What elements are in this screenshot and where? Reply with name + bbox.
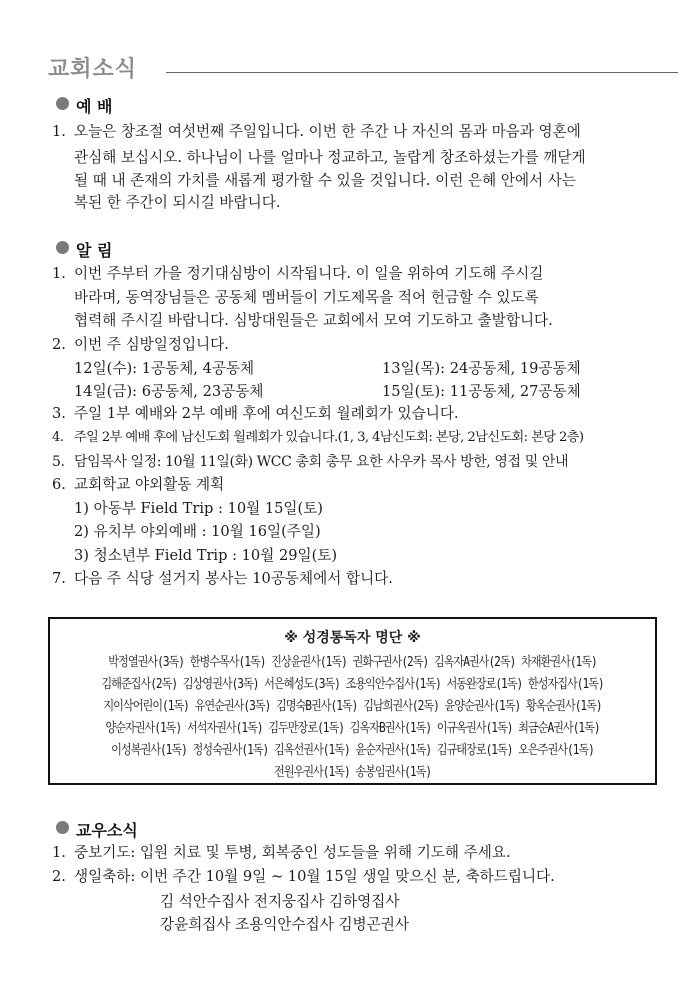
bible-readers-line: 지이삭어린이(1독) 유연순권사(3독) 김명숙B권사(1독) 김남희권사(2독) 윤양순권사(1독) 황옥순권사(1독) (103, 699, 602, 714)
section-notices-heading (56, 238, 112, 262)
schedule-left: 12일(수): 1공동체, 4공동체 (74, 360, 255, 377)
section-title: 교우소식 (76, 821, 138, 840)
notice-item-1-line: 협력해 주시길 바랍니다. 심방대원들은 교회에서 모여 기도하고 출발합니다. (74, 312, 553, 329)
header-divider (166, 72, 678, 73)
page-header (48, 52, 678, 86)
notice-item-4: 4. 주일 2부 예배 후에 남신도회 월례회가 있습니다.(1, 3, 4남신도회: 본당, 2남신도회: 본당 2층) (52, 430, 584, 445)
bible-readers-line: 이성복권사(1독) 정성숙권사(1독) 김옥선권사(1독) 윤순자권사(1독) 김규태장로(1독) 오은주권사(1독) (111, 743, 594, 758)
bullet-icon (56, 821, 69, 834)
notice-item-5: 5. 담임목사 일정: 10월 11일(화) WCC 총회 총무 요한 사우카 목사 방한, 영접 및 안내 (52, 454, 569, 470)
section-worship-heading (56, 94, 112, 118)
bible-readers-box (48, 617, 657, 785)
notice-item-6-sub: 1) 아동부 Field Trip : 10월 15일(토) (74, 500, 324, 517)
section-members-heading (56, 818, 138, 842)
schedule-left: 14일(금): 6공동체, 23공동체 (74, 383, 264, 400)
notice-item-2: 2. 이번 주 심방일정입니다. (52, 336, 229, 353)
member-item-1: 1. 중보기도: 입원 치료 및 투병, 회복중인 성도들을 위해 기도해 주세요. (52, 844, 511, 861)
worship-item-1-line: 복된 한 주간이 되시길 바랍니다. (74, 194, 281, 211)
bullet-icon (56, 241, 69, 254)
page-title: 교회소식 (48, 57, 138, 82)
bible-readers-title: ※ 성경통독자 명단 ※ (284, 630, 421, 646)
bible-readers-line: 박정열권사(3독) 한병수목사(1독) 진상윤권사(1독) 권화구권사(2독) 김옥자A권사(2독) 차재환권사(1독) (108, 655, 597, 670)
notice-item-6-sub: 3) 청소년부 Field Trip : 10월 29일(토) (74, 547, 338, 564)
notice-item-1-line: 바라며, 동역장님들은 공동체 멤버들이 기도제목을 적어 헌금할 수 있도록 (74, 289, 539, 306)
notice-item-7: 7. 다음 주 식당 설거지 봉사는 10공동체에서 합니다. (52, 570, 393, 587)
worship-item-1-line: 관심해 보십시오. 하나님이 나를 얼마나 정교하고, 놀랍게 창조하셨는가를 깨닫게 (74, 149, 586, 166)
bible-readers-line: 양순자권사(1독) 서석자권사(1독) 김두만장로(1독) 김옥자B권사(1독) 이규옥권사(1독) 최금순A권사(1독) (105, 721, 600, 736)
birthday-names: 김 석안수집사 전지웅집사 김하영집사 (160, 893, 400, 910)
section-title: 알 림 (76, 241, 113, 260)
notice-item-1: 1. 이번 주부터 가을 정기대심방이 시작됩니다. 이 일을 위하여 기도해 주시길 (52, 265, 544, 282)
notice-item-6-sub: 2) 유치부 야외예배 : 10월 16일(주일) (74, 523, 321, 540)
bullet-icon (56, 97, 69, 110)
notice-item-6: 6. 교회학교 야외활동 계획 (52, 476, 225, 493)
worship-item-1-line: 될 때 내 존재의 가치를 새롭게 평가할 수 있을 것입니다. 이런 은혜 안에서 사는 (74, 172, 576, 189)
schedule-right: 15일(토): 11공동체, 27공동체 (382, 383, 581, 400)
bible-readers-line: 김해준집사(2독) 김상영권사(3독) 서은혜성도(3독) 조용익안수집사(1독) 서동완장로(1독) 한성자집사(1독) (101, 677, 604, 692)
notice-item-3: 3. 주일 1부 예배와 2부 예배 후에 여신도회 월례회가 있습니다. (52, 405, 459, 422)
bible-readers-line: 전원우권사(1독) 송봉임권사(1독) (273, 765, 432, 780)
member-item-2: 2. 생일축하: 이번 주간 10월 9일 ~ 10월 15일 생일 맞으신 분, 축하드립니다. (52, 868, 555, 885)
section-title: 예 배 (76, 97, 113, 116)
worship-item-1: 1. 오늘은 창조절 여섯번째 주일입니다. 이번 한 주간 나 자신의 몸과 마음과 영혼에 (52, 123, 581, 140)
birthday-names: 강윤희집사 조용익안수집사 김병곤권사 (160, 916, 409, 933)
schedule-right: 13일(목): 24공동체, 19공동체 (382, 360, 581, 377)
